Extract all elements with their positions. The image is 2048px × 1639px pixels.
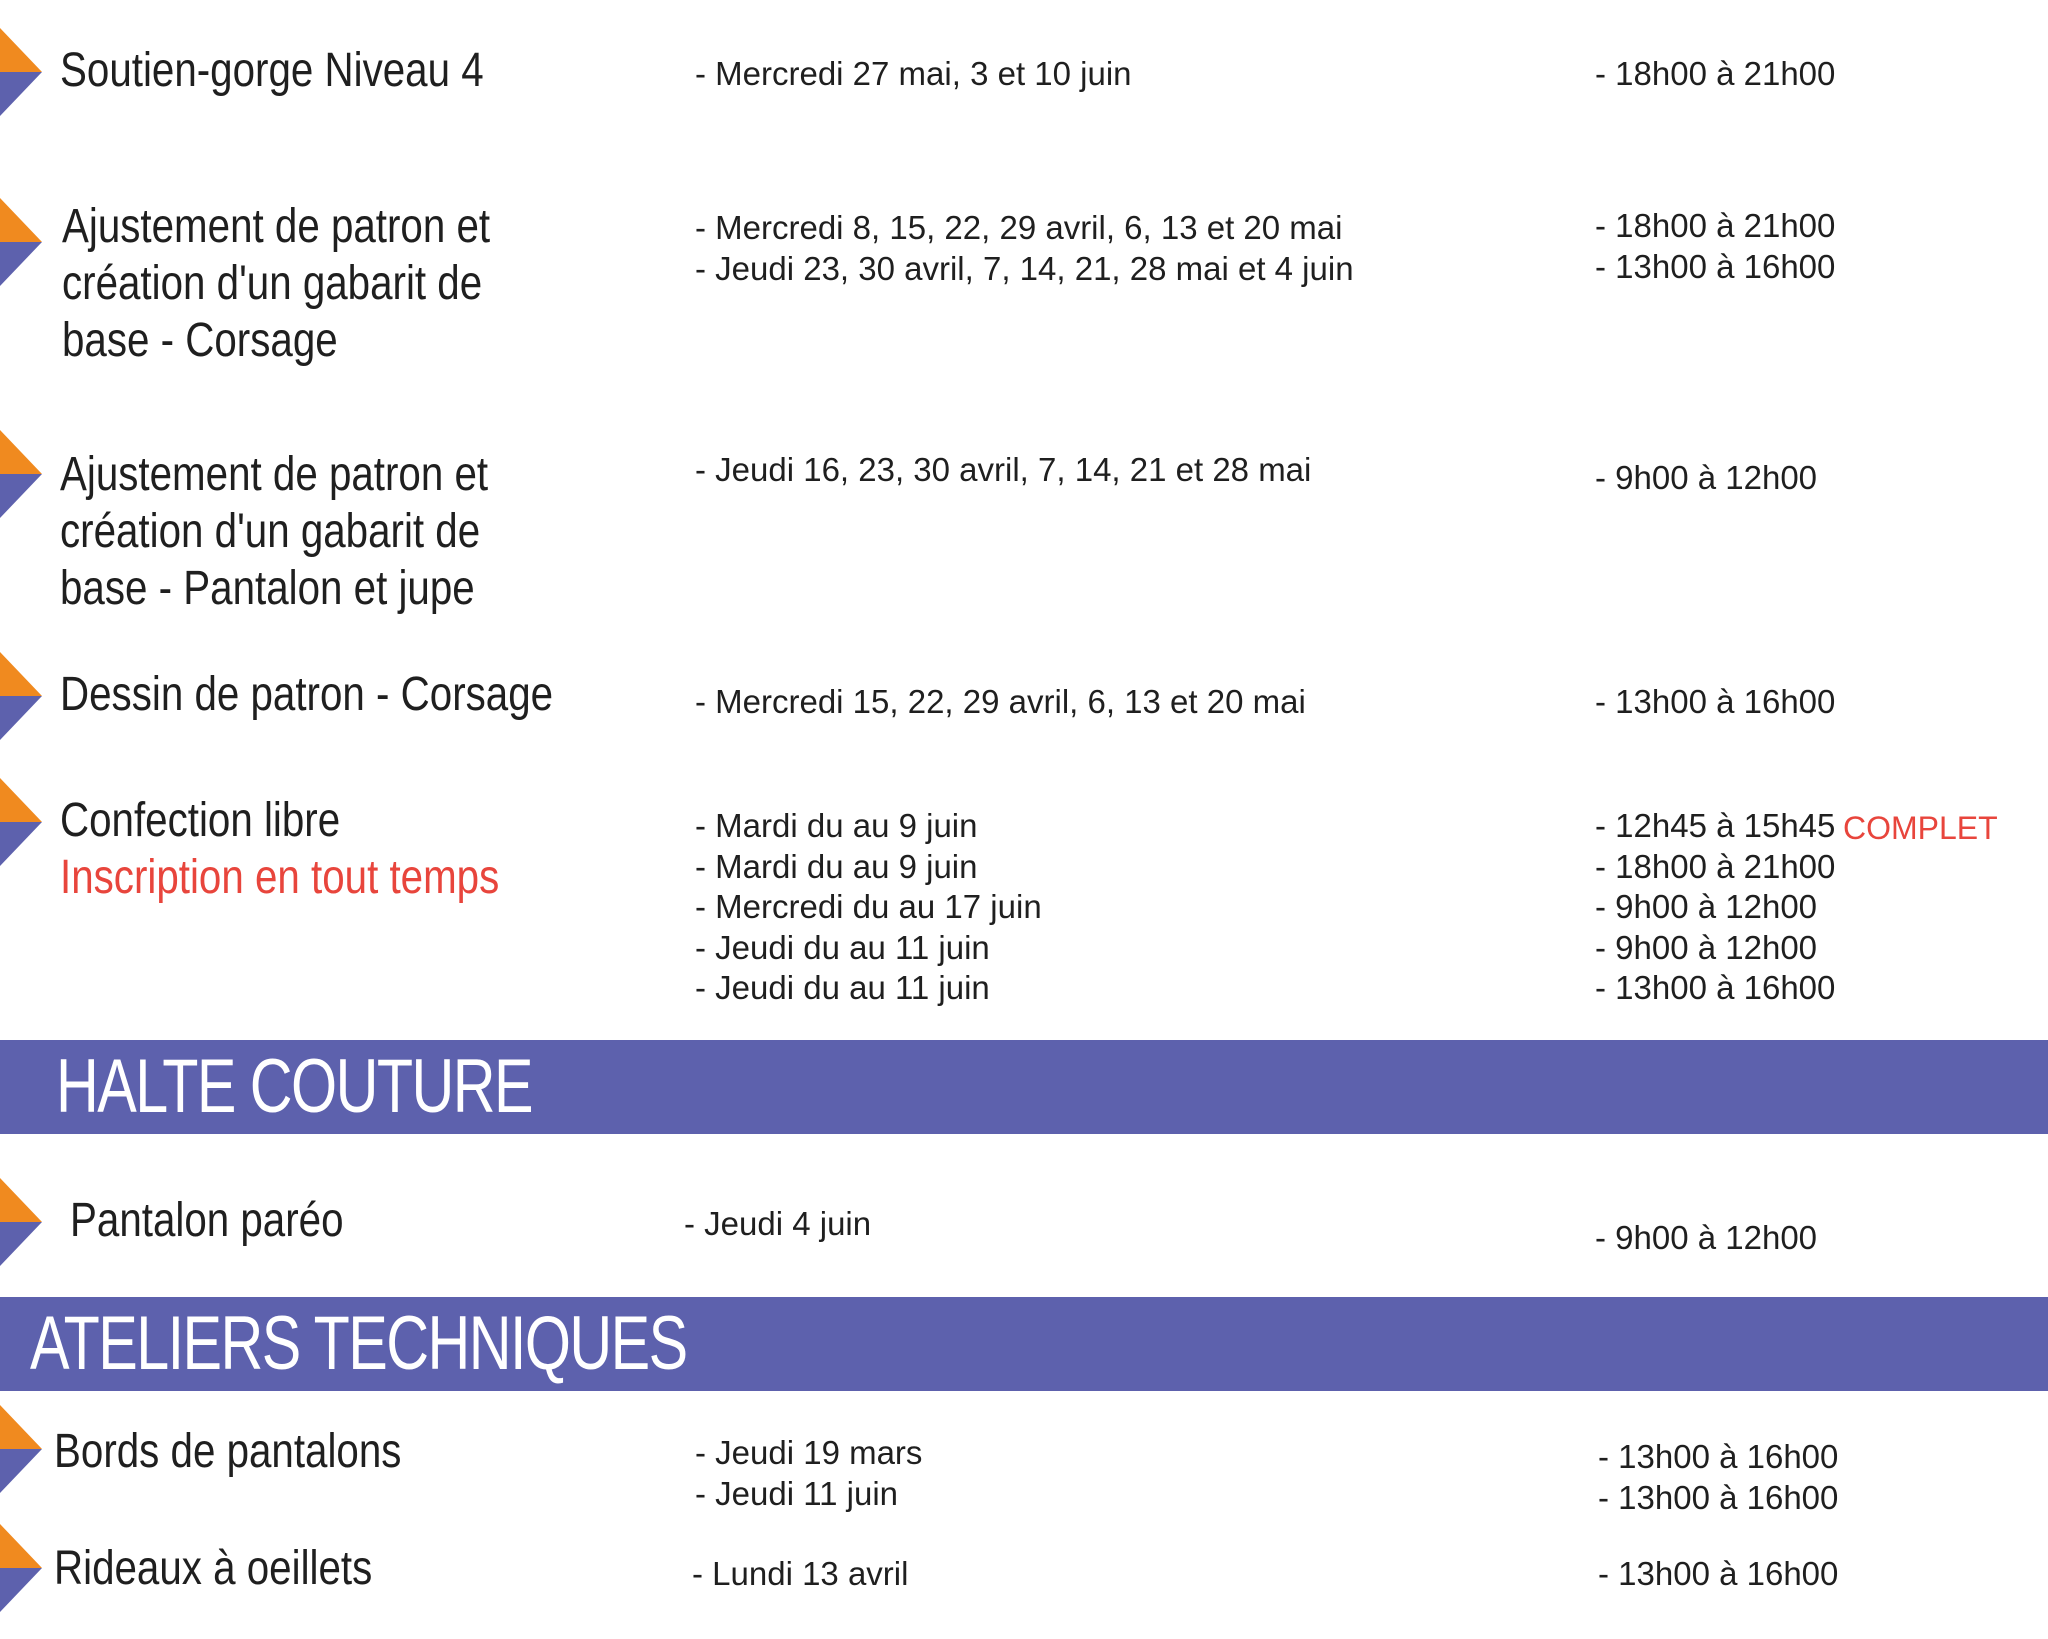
course-title-rideaux-oeillets (54, 1540, 372, 1597)
title-line: Rideaux à oeillets (54, 1542, 373, 1595)
course-times (1595, 206, 1835, 287)
date-line: - Lundi 13 avril (692, 1555, 909, 1592)
section-title: HALTE COUTURE (56, 1044, 532, 1129)
course-title-confection-libre (60, 792, 499, 906)
date-line: - Mercredi 8, 15, 22, 29 avril, 6, 13 et 20 mai (695, 209, 1343, 246)
bullet-arrow-icon (0, 198, 42, 286)
title-line: base - Corsage (62, 314, 338, 367)
bullet-arrow-icon (0, 1178, 42, 1266)
title-line: Bords de pantalons (54, 1425, 402, 1478)
registration-note: Inscription en tout temps (60, 851, 500, 904)
course-title-pantalon-pareo (70, 1192, 343, 1249)
date-line: - Jeudi 11 juin (695, 1474, 899, 1512)
time-line: - 13h00 à 16h00 (1595, 683, 1836, 720)
course-dates (684, 1204, 871, 1245)
bullet-arrow-icon (0, 430, 42, 518)
date-line: - Jeudi 19 mars (695, 1434, 923, 1471)
time-line: - 13h00 à 16h00 (1598, 1478, 1839, 1516)
title-line: création d'un gabarit de (62, 257, 483, 310)
title-line: Ajustement de patron et (60, 448, 489, 501)
course-times (1595, 458, 1817, 499)
bullet-arrow-icon (0, 1524, 42, 1612)
date-line: - Mercredi 27 mai, 3 et 10 juin (695, 55, 1132, 92)
course-title-bords-pantalons (54, 1423, 401, 1480)
time-line: - 9h00 à 12h00 (1595, 1219, 1818, 1256)
date-line: - Jeudi 4 juin (684, 1205, 872, 1242)
time-line: - 13h00 à 16h00 (1595, 247, 1836, 285)
course-dates (692, 1554, 908, 1595)
time-line: - 18h00 à 21h00 (1595, 55, 1836, 92)
course-title-dessin-corsage (60, 666, 553, 723)
date-line: - Jeudi du au 11 juin (695, 928, 990, 966)
time-line: - 9h00 à 12h00 (1595, 928, 1818, 966)
date-line: - Jeudi 23, 30 avril, 7, 14, 21, 28 mai et 4 juin (695, 249, 1354, 287)
bullet-arrow-icon (0, 778, 42, 866)
course-title-soutien-gorge (60, 42, 484, 99)
course-times (1595, 1218, 1817, 1259)
title-line: Confection libre (60, 794, 341, 847)
time-line: - 12h45 à 15h45 (1595, 807, 1836, 844)
course-title-corsage (62, 198, 490, 369)
section-banner-halte-couture (0, 1040, 2048, 1134)
bullet-arrow-icon (0, 1405, 42, 1493)
title-line: Soutien-gorge Niveau 4 (60, 44, 484, 97)
title-line: base - Pantalon et jupe (60, 562, 475, 615)
title-line: Ajustement de patron et (62, 200, 491, 253)
title-line: Pantalon paréo (70, 1194, 344, 1247)
title-line: création d'un gabarit de (60, 505, 481, 558)
date-line: - Mercredi 15, 22, 29 avril, 6, 13 et 20 mai (695, 683, 1306, 720)
course-dates (695, 450, 1311, 491)
course-times (1598, 1437, 1838, 1518)
status-badge-complet: COMPLET (1843, 810, 1998, 846)
time-line: - 18h00 à 21h00 (1595, 847, 1836, 885)
course-times (1598, 1554, 1838, 1595)
time-line: - 9h00 à 12h00 (1595, 888, 1818, 925)
title-line: Dessin de patron - Corsage (60, 668, 554, 721)
course-times (1595, 682, 1835, 723)
date-line: - Mardi du au 9 juin (695, 847, 978, 885)
time-line: - 13h00 à 16h00 (1598, 1438, 1839, 1475)
course-dates (695, 806, 1042, 1009)
course-dates (695, 54, 1132, 95)
bullet-arrow-icon (0, 652, 42, 740)
course-times (1595, 54, 1835, 95)
time-line: - 9h00 à 12h00 (1595, 459, 1818, 496)
course-title-pantalon-jupe (60, 446, 488, 617)
section-banner-ateliers-techniques (0, 1297, 2048, 1391)
time-line: - 18h00 à 21h00 (1595, 207, 1836, 244)
date-line: - Mercredi du au 17 juin (695, 888, 1042, 925)
bullet-arrow-icon (0, 28, 42, 116)
course-dates (695, 1433, 922, 1514)
course-dates (695, 682, 1306, 723)
time-line: - 13h00 à 16h00 (1598, 1555, 1839, 1592)
date-line: - Jeudi du au 11 juin (695, 969, 990, 1006)
course-times (1595, 806, 1835, 1009)
course-dates (695, 208, 1354, 289)
date-line: - Mardi du au 9 juin (695, 807, 978, 844)
section-title: ATELIERS TECHNIQUES (30, 1301, 687, 1386)
time-line: - 13h00 à 16h00 (1595, 969, 1836, 1006)
date-line: - Jeudi 16, 23, 30 avril, 7, 14, 21 et 28 mai (695, 451, 1312, 488)
